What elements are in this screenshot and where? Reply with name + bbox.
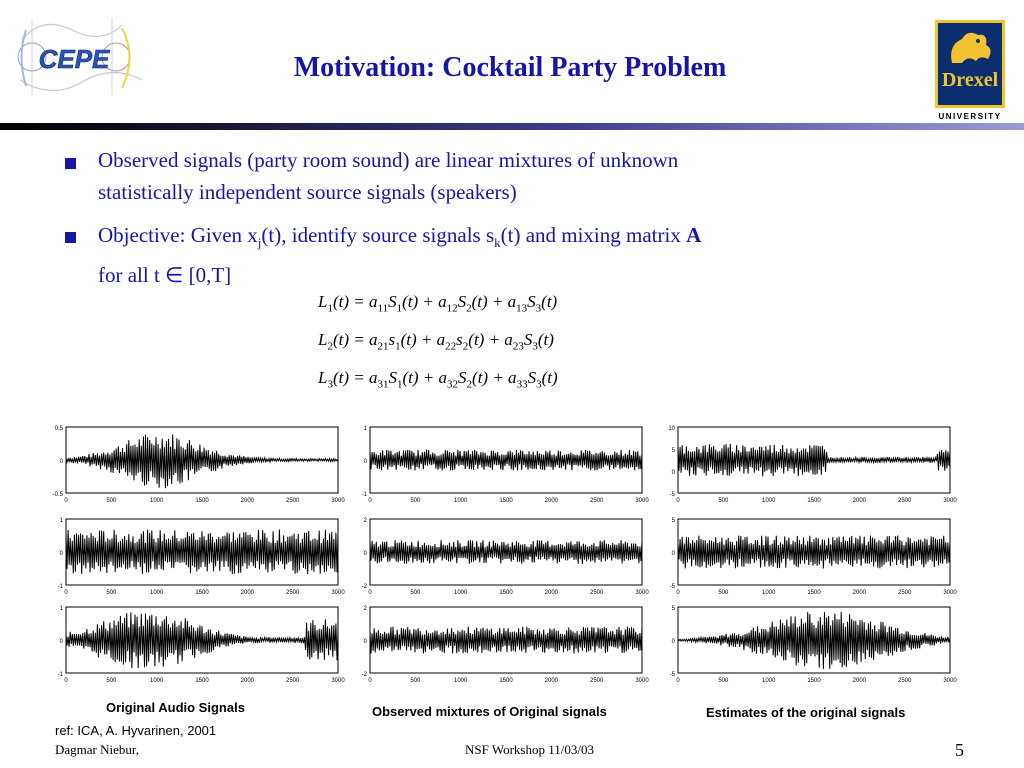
signal-trace [678, 444, 950, 477]
x-tick-label: 2500 [285, 590, 300, 596]
x-tick-label: 2000 [852, 678, 867, 684]
x-tick-label: 2500 [285, 678, 300, 684]
bullet-2-line-2: for all t ∈ [0,T] [98, 263, 232, 288]
y-tick-label: -5 [669, 672, 675, 678]
x-tick-label: 1000 [149, 590, 164, 596]
x-tick-label: 500 [718, 678, 729, 684]
y-tick-label: -0.5 [52, 492, 63, 498]
cepe-logo-text: CEPE [38, 44, 110, 74]
y-tick-label: -1 [361, 492, 367, 498]
x-tick-label: 1000 [149, 678, 164, 684]
x-tick-label: 2500 [897, 498, 912, 504]
x-tick-label: 1500 [499, 498, 513, 504]
x-tick-label: 3000 [635, 498, 649, 504]
drexel-logo [935, 20, 1005, 120]
x-tick-label: 2000 [240, 678, 255, 684]
x-tick-label: 0 [64, 590, 68, 596]
x-tick-label: 1500 [807, 678, 821, 684]
y-tick-label: -1 [57, 672, 63, 678]
x-tick-label: 500 [410, 590, 421, 596]
x-tick-label: 500 [106, 678, 117, 684]
drexel-dragon-shield-icon [935, 20, 1005, 108]
x-tick-label: 500 [106, 590, 117, 596]
y-tick-label: 0 [671, 470, 675, 476]
y-tick-label: 0 [59, 551, 63, 557]
x-tick-label: 500 [410, 498, 421, 504]
plot-frame [66, 519, 338, 585]
x-tick-label: 1000 [761, 678, 776, 684]
caption-estimated-signals: Estimates of the original signals [706, 705, 906, 720]
x-tick-label: 1000 [453, 498, 468, 504]
x-tick-label: 1500 [499, 678, 513, 684]
footer-event: NSF Workshop 11/03/03 [465, 742, 594, 757]
x-tick-label: 1500 [499, 590, 513, 596]
x-tick-label: 2500 [285, 498, 300, 504]
signal-trace [678, 612, 950, 669]
title-divider [0, 122, 1024, 132]
y-tick-label: 2 [363, 518, 367, 524]
x-tick-label: 1500 [195, 590, 209, 596]
signal-trace [66, 434, 338, 488]
bullet-2-line-1: Objective: Given $x_j(t)$, identify source signals $s_k(t)$ and mixing matrix A [98, 223, 702, 251]
signal-trace [370, 540, 642, 564]
footer-author: Dagmar Niebur, [55, 742, 139, 757]
x-tick-label: 1500 [807, 590, 821, 596]
page-title: Motivation: Cocktail Party Problem [293, 52, 727, 83]
x-tick-label: 2500 [589, 678, 604, 684]
signal-trace [66, 612, 338, 668]
x-tick-label: 1000 [453, 678, 468, 684]
signal-figure [48, 415, 968, 690]
x-tick-label: 1500 [195, 498, 209, 504]
equation-2: $L_2(t) = a_{21}s_1(t) + a_{22}s_2(t) + a_{23}S_3(t)$ [318, 330, 554, 353]
signal-trace [370, 450, 642, 471]
cepe-logo-icon [12, 10, 152, 105]
x-tick-label: 1000 [453, 590, 468, 596]
y-tick-label: 0 [59, 459, 63, 465]
y-tick-label: 0 [363, 459, 367, 465]
x-tick-label: 0 [676, 590, 680, 596]
x-tick-label: 2000 [544, 498, 559, 504]
x-tick-label: 0 [368, 498, 372, 504]
y-tick-label: 0 [59, 639, 63, 645]
x-tick-label: 0 [368, 590, 372, 596]
bullet-1-line-1: Observed signals (party room sound) are linear mixtures of unknown [98, 148, 679, 172]
square-bullet-icon [65, 158, 76, 169]
x-tick-label: 1000 [761, 498, 776, 504]
x-tick-label: 500 [718, 498, 729, 504]
x-tick-label: 3000 [331, 678, 345, 684]
y-tick-label: -2 [361, 584, 367, 590]
x-tick-label: 1500 [195, 678, 209, 684]
x-tick-label: 2500 [589, 590, 604, 596]
x-tick-label: 500 [106, 498, 117, 504]
page-number: 5 [955, 740, 964, 760]
cepe-logo [12, 10, 152, 105]
x-tick-label: 2000 [240, 498, 255, 504]
y-tick-label: 5 [671, 448, 675, 454]
equation-1: $L_1(t) = a_{11}S_1(t) + a_{12}S_2(t) + a_{13}S_3(t)$ [318, 292, 558, 315]
y-tick-label: -5 [669, 492, 675, 498]
y-tick-label: 0.5 [54, 426, 63, 432]
x-tick-label: 1000 [761, 590, 776, 596]
bullet-1-line-2: statistically independent source signals (speakers) [98, 180, 517, 204]
university-label: UNIVERSITY [938, 112, 1002, 121]
x-tick-label: 3000 [943, 678, 957, 684]
x-tick-label: 2000 [852, 590, 867, 596]
x-tick-label: 0 [676, 498, 680, 504]
y-tick-label: 0 [671, 639, 675, 645]
signal-trace [370, 627, 642, 654]
y-tick-label: 1 [59, 518, 63, 524]
y-tick-label: 0 [671, 551, 675, 557]
x-tick-label: 500 [410, 678, 421, 684]
signal-trace [66, 530, 338, 575]
reference-note: ref: ICA, A. Hyvarinen, 2001 [55, 723, 217, 738]
x-tick-label: 500 [718, 590, 729, 596]
mixing-equations [318, 283, 678, 397]
caption-original-signals: Original Audio Signals [106, 700, 245, 715]
x-tick-label: 3000 [331, 498, 345, 504]
y-tick-label: 5 [671, 606, 675, 612]
y-tick-label: -1 [57, 584, 63, 590]
x-tick-label: 1500 [807, 498, 821, 504]
x-tick-label: 2000 [544, 678, 559, 684]
x-tick-label: 2500 [897, 590, 912, 596]
signal-trace [678, 536, 950, 569]
y-tick-label: -5 [669, 584, 675, 590]
x-tick-label: 0 [676, 678, 680, 684]
x-tick-label: 3000 [331, 590, 345, 596]
x-tick-label: 0 [64, 498, 68, 504]
x-tick-label: 2000 [852, 498, 867, 504]
x-tick-label: 1000 [149, 498, 164, 504]
y-tick-label: 0 [363, 551, 367, 557]
x-tick-label: 3000 [635, 590, 649, 596]
bullet-1 [98, 144, 928, 208]
drexel-wordmark: Drexel [941, 69, 999, 91]
x-tick-label: 0 [368, 678, 372, 684]
y-tick-label: 2 [363, 606, 367, 612]
x-tick-label: 3000 [943, 590, 957, 596]
x-tick-label: 2500 [589, 498, 604, 504]
y-tick-label: 5 [671, 518, 675, 524]
square-bullet-icon [65, 232, 76, 243]
caption-observed-mixtures: Observed mixtures of Original signals [372, 704, 607, 719]
x-tick-label: 3000 [635, 678, 649, 684]
y-tick-label: -2 [361, 672, 367, 678]
y-tick-label: 10 [668, 426, 675, 432]
x-tick-label: 2000 [240, 590, 255, 596]
y-tick-label: 1 [363, 426, 367, 432]
equation-3: $L_3(t) = a_{31}S_1(t) + a_{32}S_2(t) + a_{33}S_3(t)$ [318, 368, 558, 391]
y-tick-label: 0 [363, 639, 367, 645]
x-tick-label: 3000 [943, 498, 957, 504]
x-tick-label: 0 [64, 678, 68, 684]
x-tick-label: 2500 [897, 678, 912, 684]
x-tick-label: 2000 [544, 590, 559, 596]
y-tick-label: 1 [59, 606, 63, 612]
bullet-2 [98, 219, 958, 291]
